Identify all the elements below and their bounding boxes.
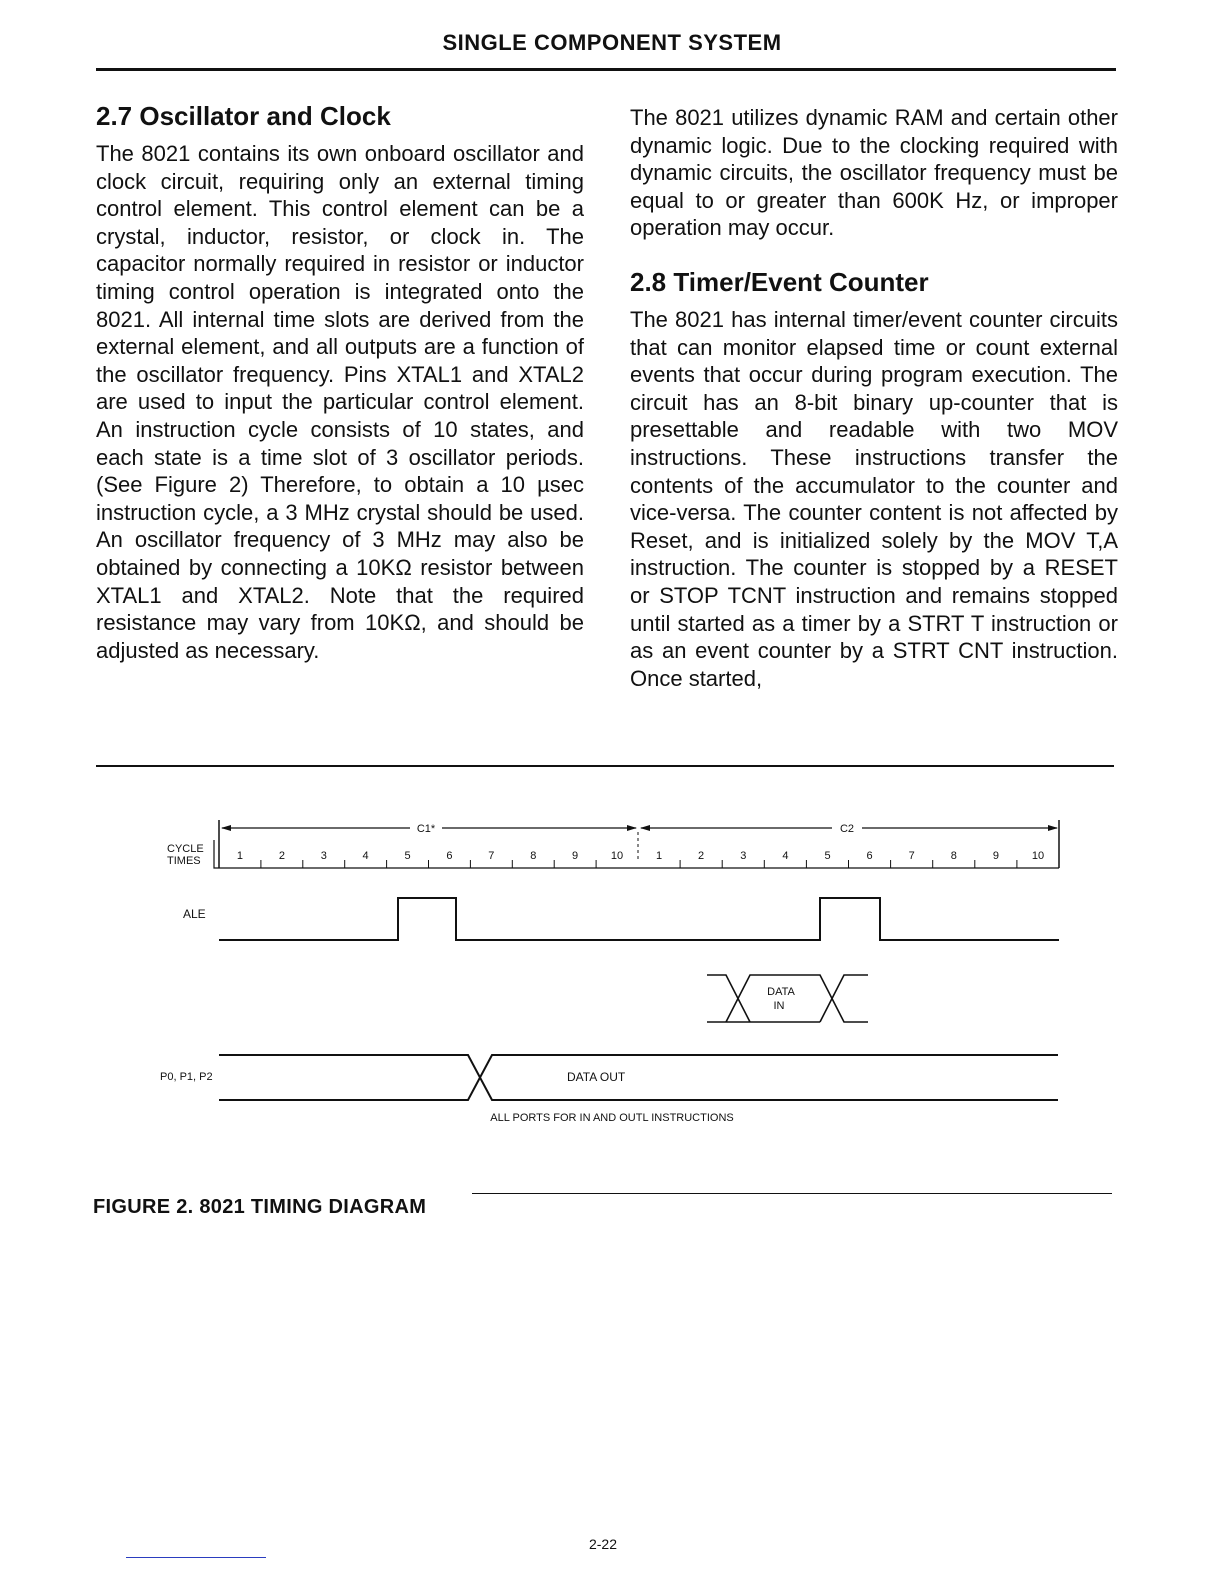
ale-waveform xyxy=(219,898,1059,940)
ports-note: ALL PORTS FOR IN AND OUTL INSTRUCTIONS xyxy=(490,1112,734,1124)
data-in-waveform xyxy=(707,975,868,1022)
state-label: 8 xyxy=(950,850,957,862)
header-rule xyxy=(96,68,1116,71)
data-out-label: DATA OUT xyxy=(567,1070,626,1084)
state-label: 9 xyxy=(572,850,579,862)
state-label: 5 xyxy=(824,850,831,862)
ale-label: ALE xyxy=(183,907,206,921)
state-label: 4 xyxy=(782,850,789,862)
state-label: 1 xyxy=(655,850,663,862)
caption-rule xyxy=(472,1193,1112,1194)
section-heading-oscillator: 2.7 Oscillator and Clock xyxy=(96,101,391,131)
state-label: 3 xyxy=(320,850,327,862)
page-header-title: SINGLE COMPONENT SYSTEM xyxy=(442,30,782,55)
state-label: 8 xyxy=(530,850,537,862)
state-label: 10 xyxy=(610,850,624,862)
cycle-2-label: C2 xyxy=(839,823,855,835)
state-label: 6 xyxy=(866,850,873,862)
cycle-1-label: C1* xyxy=(416,823,436,835)
timer-paragraph: The 8021 has internal timer/event counter circuits that can monitor elapsed time or count external events that occur during program execution. The circuit has an 8-bit binary up-counter that is presettable and readable with two MOV instructions. These instructions transfer the contents of the accumulator to the counter and vice-versa. The counter content is not affected by Reset, and is initialized solely by the MOV T,A instruction. The counter is stopped by a RESET or STOP TCNT instruction and remains stopped until started as a timer by a STRT T instruction or as an event counter by a STRT CNT instruction. Once started, xyxy=(630,306,1118,691)
state-label: 7 xyxy=(488,850,495,862)
state-label: 2 xyxy=(698,850,705,862)
state-label: 2 xyxy=(278,850,285,862)
state-ticks xyxy=(261,860,1017,868)
state-label: 3 xyxy=(740,850,747,862)
state-label: 5 xyxy=(404,850,411,862)
section-heading-timer: 2.8 Timer/Event Counter xyxy=(630,266,929,297)
cycle-times-label-line2: TIMES xyxy=(167,855,201,867)
text-figure-divider xyxy=(96,765,1114,767)
right-column xyxy=(630,104,1118,714)
state-labels xyxy=(237,850,1044,862)
left-column xyxy=(96,98,584,664)
dynamic-ram-paragraph: The 8021 utilizes dynamic RAM and certain other dynamic logic. Due to the clocking required with dynamic circuits, the oscillator frequency must be equal to or greater than 600K Hz, or improper operation may occur. xyxy=(630,105,1118,241)
ports-label: P0, P1, P2 xyxy=(160,1071,213,1083)
state-label: 9 xyxy=(992,850,999,862)
data-in-label-line2: IN xyxy=(773,1000,785,1012)
state-label: 6 xyxy=(446,850,453,862)
timing-diagram xyxy=(0,790,1224,1190)
footer-rule xyxy=(126,1557,266,1558)
data-in-label-line1: DATA xyxy=(767,986,795,998)
cycle-times-label-line1: CYCLE xyxy=(167,843,204,855)
ports-waveform xyxy=(219,1055,1058,1100)
state-label: 4 xyxy=(362,850,369,862)
page-number: 2-22 xyxy=(588,1536,618,1552)
figure-caption: FIGURE 2. 8021 TIMING DIAGRAM xyxy=(93,1196,427,1218)
state-label: 7 xyxy=(908,850,915,862)
state-label: 10 xyxy=(1031,850,1045,862)
oscillator-paragraph: The 8021 contains its own onboard oscillator and clock circuit, requiring only an external timing control element. This control element can be a crystal, inductor, resistor, or clock in. The capacitor normally required in resistor or inductor timing control operation is integrated onto the 8021. All internal time slots are derived from the external element, and all outputs are a function of the oscillator frequency. Pins XTAL1 and XTAL2 are used to input the particular control element. An instruction cycle consists of 10 states, and each state is a time slot of 3 oscillator periods. (See Figure 2) Therefore, to obtain a 10 µsec instruction cycle, a 3 MHz crystal should be used. An oscillator frequency of 3 MHz may also be obtained by connecting a 10KΩ resistor between XTAL1 and XTAL2. Note that the required resistance may vary from 10KΩ, and should be adjusted as necessary. xyxy=(96,141,584,663)
state-label: 1 xyxy=(236,850,243,862)
